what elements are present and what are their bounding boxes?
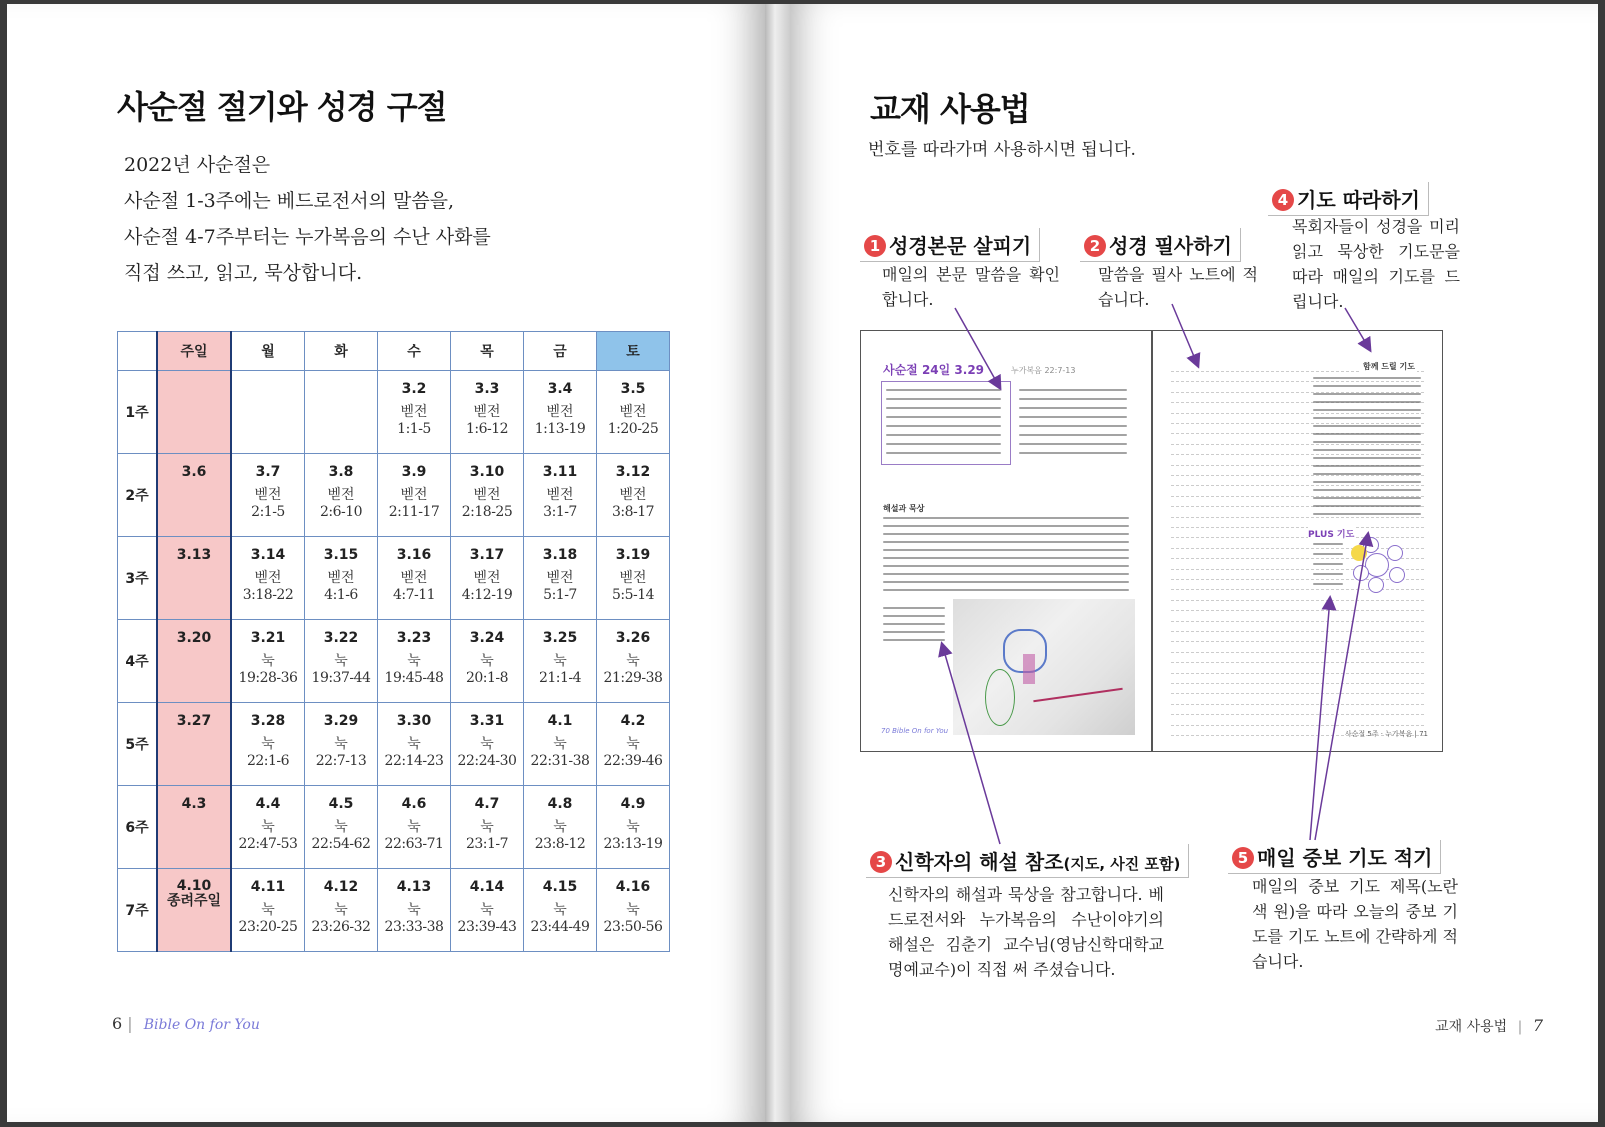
- cell-book: 눅: [480, 902, 494, 918]
- step-1-desc: 매일의 본문 말씀을 확인합니다.: [882, 265, 1060, 309]
- arrow-step-3: [942, 644, 1000, 844]
- cell-date: 3.25: [542, 630, 578, 646]
- day-cell: [597, 786, 670, 869]
- cell-range: 2:11-17: [388, 504, 440, 520]
- week-label: 7주: [118, 869, 158, 952]
- cell-date: 4.12: [323, 879, 359, 895]
- arrow-step-1: [955, 308, 1000, 388]
- left-page: [7, 4, 765, 1122]
- cell-book: 눅: [334, 819, 348, 835]
- footer-left: 6 | Bible On for You: [112, 1014, 260, 1033]
- subtitle: 번호를 따라가며 사용하시면 됩니다.: [868, 140, 1136, 160]
- step-title: 신학자의 해설 참조: [895, 850, 1064, 874]
- day-cell: [524, 620, 597, 703]
- cell-range: 23:13-19: [603, 836, 663, 852]
- header-corner: [118, 332, 158, 371]
- week-label: 6주: [118, 786, 158, 869]
- cell-range: 3:18-22: [242, 587, 294, 603]
- cell-book: 눅: [480, 653, 494, 669]
- cell-date: 3.15: [323, 547, 359, 563]
- header-monday: 월: [231, 332, 305, 371]
- cell-range: 22:31-38: [530, 753, 590, 769]
- cell-range: 19:28-36: [238, 670, 298, 686]
- cell-book: 벧전: [619, 570, 647, 586]
- cell-date: 3.24: [469, 630, 505, 646]
- cell-book: 벧전: [327, 570, 355, 586]
- week-label: 2주: [118, 454, 158, 537]
- day-cell: [524, 371, 597, 454]
- cell-range: 1:20-25: [607, 421, 659, 437]
- step-title: 성경본문 살피기: [889, 234, 1032, 258]
- day-cell: [231, 620, 305, 703]
- intro-line: 사순절 1-3주에는 베드로전서의 말씀을,: [124, 190, 455, 212]
- lent-schedule-table: [117, 331, 670, 952]
- page-title: 사순절 절기와 성경 구절: [117, 88, 447, 126]
- cell-range: 23:1-7: [465, 836, 509, 852]
- cell-range: 23:44-49: [530, 919, 590, 935]
- day-cell: [524, 869, 597, 952]
- cell-range: 23:20-25: [238, 919, 298, 935]
- day-cell: [597, 869, 670, 952]
- cell-range: 21:29-38: [603, 670, 663, 686]
- intro-line: 사순절 4-7주부터는 누가복음의 수난 사화를: [124, 226, 491, 248]
- cell-range: 20:1-8: [465, 670, 509, 686]
- cell-date: 4.16: [615, 879, 651, 895]
- day-cell: [378, 620, 451, 703]
- day-cell: [597, 454, 670, 537]
- sample-footer: 70 Bible On for You: [881, 727, 949, 735]
- cell-book: 벧전: [619, 487, 647, 503]
- cell-range: 22:1-6: [246, 753, 290, 769]
- step-number: 3: [870, 851, 892, 873]
- arrow-step-5b: [1310, 598, 1330, 840]
- footer-label: 교재 사용법: [1435, 1019, 1508, 1035]
- sample-footer: 사순절 5주 · 누가복음 | 71: [1344, 730, 1428, 738]
- cell-date: 3.17: [469, 547, 505, 563]
- intro-text: [124, 147, 491, 291]
- step-3-desc: 신학자의 해설과 묵상을 참고합니다. 베드로전서와 누가복음의 수난이야기의 해설은 김춘기 교수님(영남신학대학교 명예교수)이 직접 써 주셨습니다.: [888, 885, 1164, 979]
- cell-book: 벧전: [546, 404, 574, 420]
- page-number: 7: [1532, 1016, 1543, 1035]
- schedule-row: [118, 371, 670, 454]
- cell-date: 4.15: [542, 879, 578, 895]
- cell-range: 23:26-32: [311, 919, 371, 935]
- cell-book: 벧전: [546, 487, 574, 503]
- cell-date: 4.4: [255, 796, 281, 812]
- cell-date: 3.11: [542, 464, 578, 480]
- cell-range: 3:1-7: [543, 504, 577, 520]
- cell-book: 벧전: [400, 570, 428, 586]
- cell-book: 눅: [480, 736, 494, 752]
- cell-date: 3.23: [396, 630, 432, 646]
- footer-brand: Bible On for You: [143, 1017, 260, 1033]
- cell-date: 4.5: [328, 796, 354, 812]
- cell-date: 3.8: [328, 464, 354, 480]
- day-cell: [231, 371, 305, 454]
- cell-range: 23:33-38: [384, 919, 444, 935]
- step-title-note: (지도, 사진 포함): [1063, 855, 1181, 873]
- cell-book: 벧전: [327, 487, 355, 503]
- sunday-cell: [157, 869, 231, 952]
- cell-range: 23:39-43: [457, 919, 517, 935]
- arrow-step-2: [1172, 304, 1198, 366]
- cell-date: 3.2: [401, 381, 427, 397]
- cell-date: 3.12: [615, 464, 651, 480]
- day-cell: [451, 869, 524, 952]
- cell-date: 3.3: [474, 381, 500, 397]
- sunday-cell: [157, 537, 231, 620]
- day-cell: [524, 454, 597, 537]
- step-2-desc: 말씀을 필사 노트에 적습니다.: [1098, 265, 1258, 309]
- day-cell: [305, 537, 378, 620]
- cell-date: 4.3: [181, 796, 207, 812]
- cell-range: 22:24-30: [457, 753, 517, 769]
- day-cell: [305, 703, 378, 786]
- cell-date: 4.2: [620, 713, 646, 729]
- cell-book: 눅: [334, 902, 348, 918]
- cell-range: 5:1-7: [543, 587, 577, 603]
- cell-date: 3.28: [250, 713, 286, 729]
- day-cell: [597, 620, 670, 703]
- day-cell: [305, 620, 378, 703]
- cell-date: 4.6: [401, 796, 427, 812]
- sunday-cell: [157, 786, 231, 869]
- cell-range: 4:1-6: [324, 587, 358, 603]
- cell-range: 1:1-5: [397, 421, 431, 437]
- cell-date: 3.18: [542, 547, 578, 563]
- cell-date: 3.6: [181, 464, 207, 480]
- cell-range: 2:18-25: [461, 504, 513, 520]
- step-number: 4: [1272, 189, 1294, 211]
- week-label: 4주: [118, 620, 158, 703]
- day-cell: [231, 786, 305, 869]
- day-cell: [597, 537, 670, 620]
- day-cell: [378, 371, 451, 454]
- step-number: 5: [1232, 847, 1254, 869]
- step-4-desc: 목회자들이 성경을 미리 읽고 묵상한 기도문을 따라 매일의 기도를 드립니다.: [1292, 217, 1460, 311]
- cell-book: 벧전: [546, 570, 574, 586]
- cell-date: 3.20: [176, 630, 212, 646]
- step-title: 성경 필사하기: [1109, 234, 1232, 258]
- cell-book: 눅: [261, 819, 275, 835]
- page-number: 6: [112, 1014, 123, 1033]
- cell-book: 눅: [626, 902, 640, 918]
- day-cell: [451, 703, 524, 786]
- cell-date: 4.9: [620, 796, 646, 812]
- cell-book: 눅: [553, 902, 567, 918]
- cell-date: 3.22: [323, 630, 359, 646]
- arrow-step-4: [1345, 308, 1370, 350]
- cell-range: 19:37-44: [311, 670, 371, 686]
- cell-book: 벧전: [254, 570, 282, 586]
- cell-range: 23:50-56: [603, 919, 663, 935]
- day-cell: [231, 869, 305, 952]
- cell-book: 눅: [480, 819, 494, 835]
- right-page: [790, 4, 1598, 1122]
- day-cell: [378, 703, 451, 786]
- day-cell: [451, 786, 524, 869]
- cell-range: 23:8-12: [534, 836, 586, 852]
- cell-date: 4.11: [250, 879, 286, 895]
- day-cell: [451, 454, 524, 537]
- cell-range: 3:8-17: [611, 504, 655, 520]
- cell-range: 2:1-5: [251, 504, 285, 520]
- day-cell: [451, 371, 524, 454]
- day-cell: [524, 703, 597, 786]
- day-cell: [524, 537, 597, 620]
- cell-date: 3.7: [255, 464, 281, 480]
- cell-date: 4.13: [396, 879, 432, 895]
- day-cell: [231, 537, 305, 620]
- sample-plus: PLUS 기도: [1308, 527, 1354, 540]
- footer-right: 교재 사용법 | 7: [1435, 1016, 1543, 1035]
- cell-book: 눅: [553, 653, 567, 669]
- cell-book: 눅: [261, 902, 275, 918]
- book-gutter: [765, 4, 790, 1122]
- day-cell: [597, 371, 670, 454]
- sunday-cell: [157, 454, 231, 537]
- cell-range: 2:6-10: [319, 504, 363, 520]
- cell-date: 4.10 종려주일: [166, 878, 222, 909]
- pointer-arrows: [790, 4, 1598, 1122]
- schedule-row: [118, 454, 670, 537]
- day-cell: [305, 869, 378, 952]
- cell-date: 3.13: [176, 547, 212, 563]
- cell-range: 22:63-71: [384, 836, 444, 852]
- day-cell: [231, 454, 305, 537]
- cell-book: 벧전: [619, 404, 647, 420]
- cell-range: 4:7-11: [392, 587, 436, 603]
- header-friday: 금: [524, 332, 597, 371]
- intro-line: 2022년 사순절은: [124, 154, 271, 176]
- day-cell: [378, 454, 451, 537]
- header-thursday: 목: [451, 332, 524, 371]
- cell-book: 벧전: [254, 487, 282, 503]
- day-cell: [305, 371, 378, 454]
- step-title: 기도 따라하기: [1297, 188, 1420, 212]
- cell-book: 눅: [626, 819, 640, 835]
- step-number: 1: [864, 235, 886, 257]
- intro-line: 직접 쓰고, 읽고, 묵상합니다.: [124, 262, 363, 284]
- header-wednesday: 수: [378, 332, 451, 371]
- cell-range: 5:5-14: [611, 587, 655, 603]
- day-cell: [305, 454, 378, 537]
- cell-book: 벧전: [400, 404, 428, 420]
- week-label: 1주: [118, 371, 158, 454]
- cell-range: 22:47-53: [238, 836, 298, 852]
- page-title: 교재 사용법: [870, 90, 1030, 128]
- sample-header: 사순절 24일 3.29: [883, 363, 985, 377]
- cell-range: 19:45-48: [384, 670, 444, 686]
- step-title: 매일 중보 기도 적기: [1257, 846, 1433, 870]
- cell-book: 눅: [407, 819, 421, 835]
- cell-book: 눅: [407, 653, 421, 669]
- cell-book: 눅: [261, 736, 275, 752]
- sample-section: 해설과 묵상: [883, 504, 925, 513]
- day-cell: [378, 537, 451, 620]
- cell-date: 3.14: [250, 547, 286, 563]
- cell-date: 4.7: [474, 796, 500, 812]
- cell-book: 눅: [334, 653, 348, 669]
- week-label: 3주: [118, 537, 158, 620]
- cell-range: 22:39-46: [603, 753, 663, 769]
- cell-book: 눅: [334, 736, 348, 752]
- sunday-cell: [157, 703, 231, 786]
- sunday-cell: [157, 371, 231, 454]
- cell-range: 4:12-19: [461, 587, 513, 603]
- cell-range: 22:14-23: [384, 753, 444, 769]
- cell-book: 벧전: [473, 487, 501, 503]
- step-number: 2: [1084, 235, 1106, 257]
- cell-date: 3.10: [469, 464, 505, 480]
- cell-date: 4.14: [469, 879, 505, 895]
- header-saturday: 토: [597, 332, 670, 371]
- day-cell: [378, 869, 451, 952]
- cell-date: 3.4: [547, 381, 573, 397]
- sample-ref: 누가복음 22:7-13: [1011, 366, 1076, 375]
- cell-date: 4.8: [547, 796, 573, 812]
- cell-date: 3.26: [615, 630, 651, 646]
- cell-date: 4.1: [547, 713, 573, 729]
- day-cell: [451, 620, 524, 703]
- cell-book: 눅: [407, 736, 421, 752]
- cell-date: 3.16: [396, 547, 432, 563]
- schedule-row: [118, 537, 670, 620]
- cell-date: 3.31: [469, 713, 505, 729]
- day-cell: [378, 786, 451, 869]
- cell-date: 3.21: [250, 630, 286, 646]
- sunday-cell: [157, 620, 231, 703]
- cell-date: 3.9: [401, 464, 427, 480]
- cell-date: 3.30: [396, 713, 432, 729]
- day-cell: [451, 537, 524, 620]
- cell-date: 3.29: [323, 713, 359, 729]
- cell-book: 눅: [553, 736, 567, 752]
- day-cell: [305, 786, 378, 869]
- sample-heading: 함께 드릴 기도: [1363, 362, 1415, 371]
- cell-book: 눅: [553, 819, 567, 835]
- header-sunday: 주일: [157, 332, 231, 371]
- day-cell: [231, 703, 305, 786]
- schedule-row: [118, 703, 670, 786]
- step-5-desc: 매일의 중보 기도 제목(노란색 원)을 따라 오늘의 중보 기도를 기도 노트에 간략하게 적습니다.: [1252, 877, 1458, 971]
- cell-range: 1:6-12: [465, 421, 509, 437]
- week-label: 5주: [118, 703, 158, 786]
- cell-date: 3.27: [176, 713, 212, 729]
- header-tuesday: 화: [305, 332, 378, 371]
- cell-range: 21:1-4: [538, 670, 582, 686]
- cell-date: 3.5: [620, 381, 646, 397]
- cell-book: 눅: [261, 653, 275, 669]
- cell-book: 벧전: [473, 570, 501, 586]
- schedule-body: [118, 371, 670, 952]
- cell-range: 22:7-13: [315, 753, 367, 769]
- cell-book: 눅: [407, 902, 421, 918]
- cell-book: 벧전: [400, 487, 428, 503]
- day-cell: [597, 703, 670, 786]
- schedule-row: [118, 786, 670, 869]
- day-cell: [524, 786, 597, 869]
- cell-book: 눅: [626, 653, 640, 669]
- cell-book: 눅: [626, 736, 640, 752]
- cell-range: 22:54-62: [311, 836, 371, 852]
- cell-book: 벧전: [473, 404, 501, 420]
- schedule-row: [118, 620, 670, 703]
- schedule-row: [118, 869, 670, 952]
- cell-range: 1:13-19: [534, 421, 586, 437]
- cell-date: 3.19: [615, 547, 651, 563]
